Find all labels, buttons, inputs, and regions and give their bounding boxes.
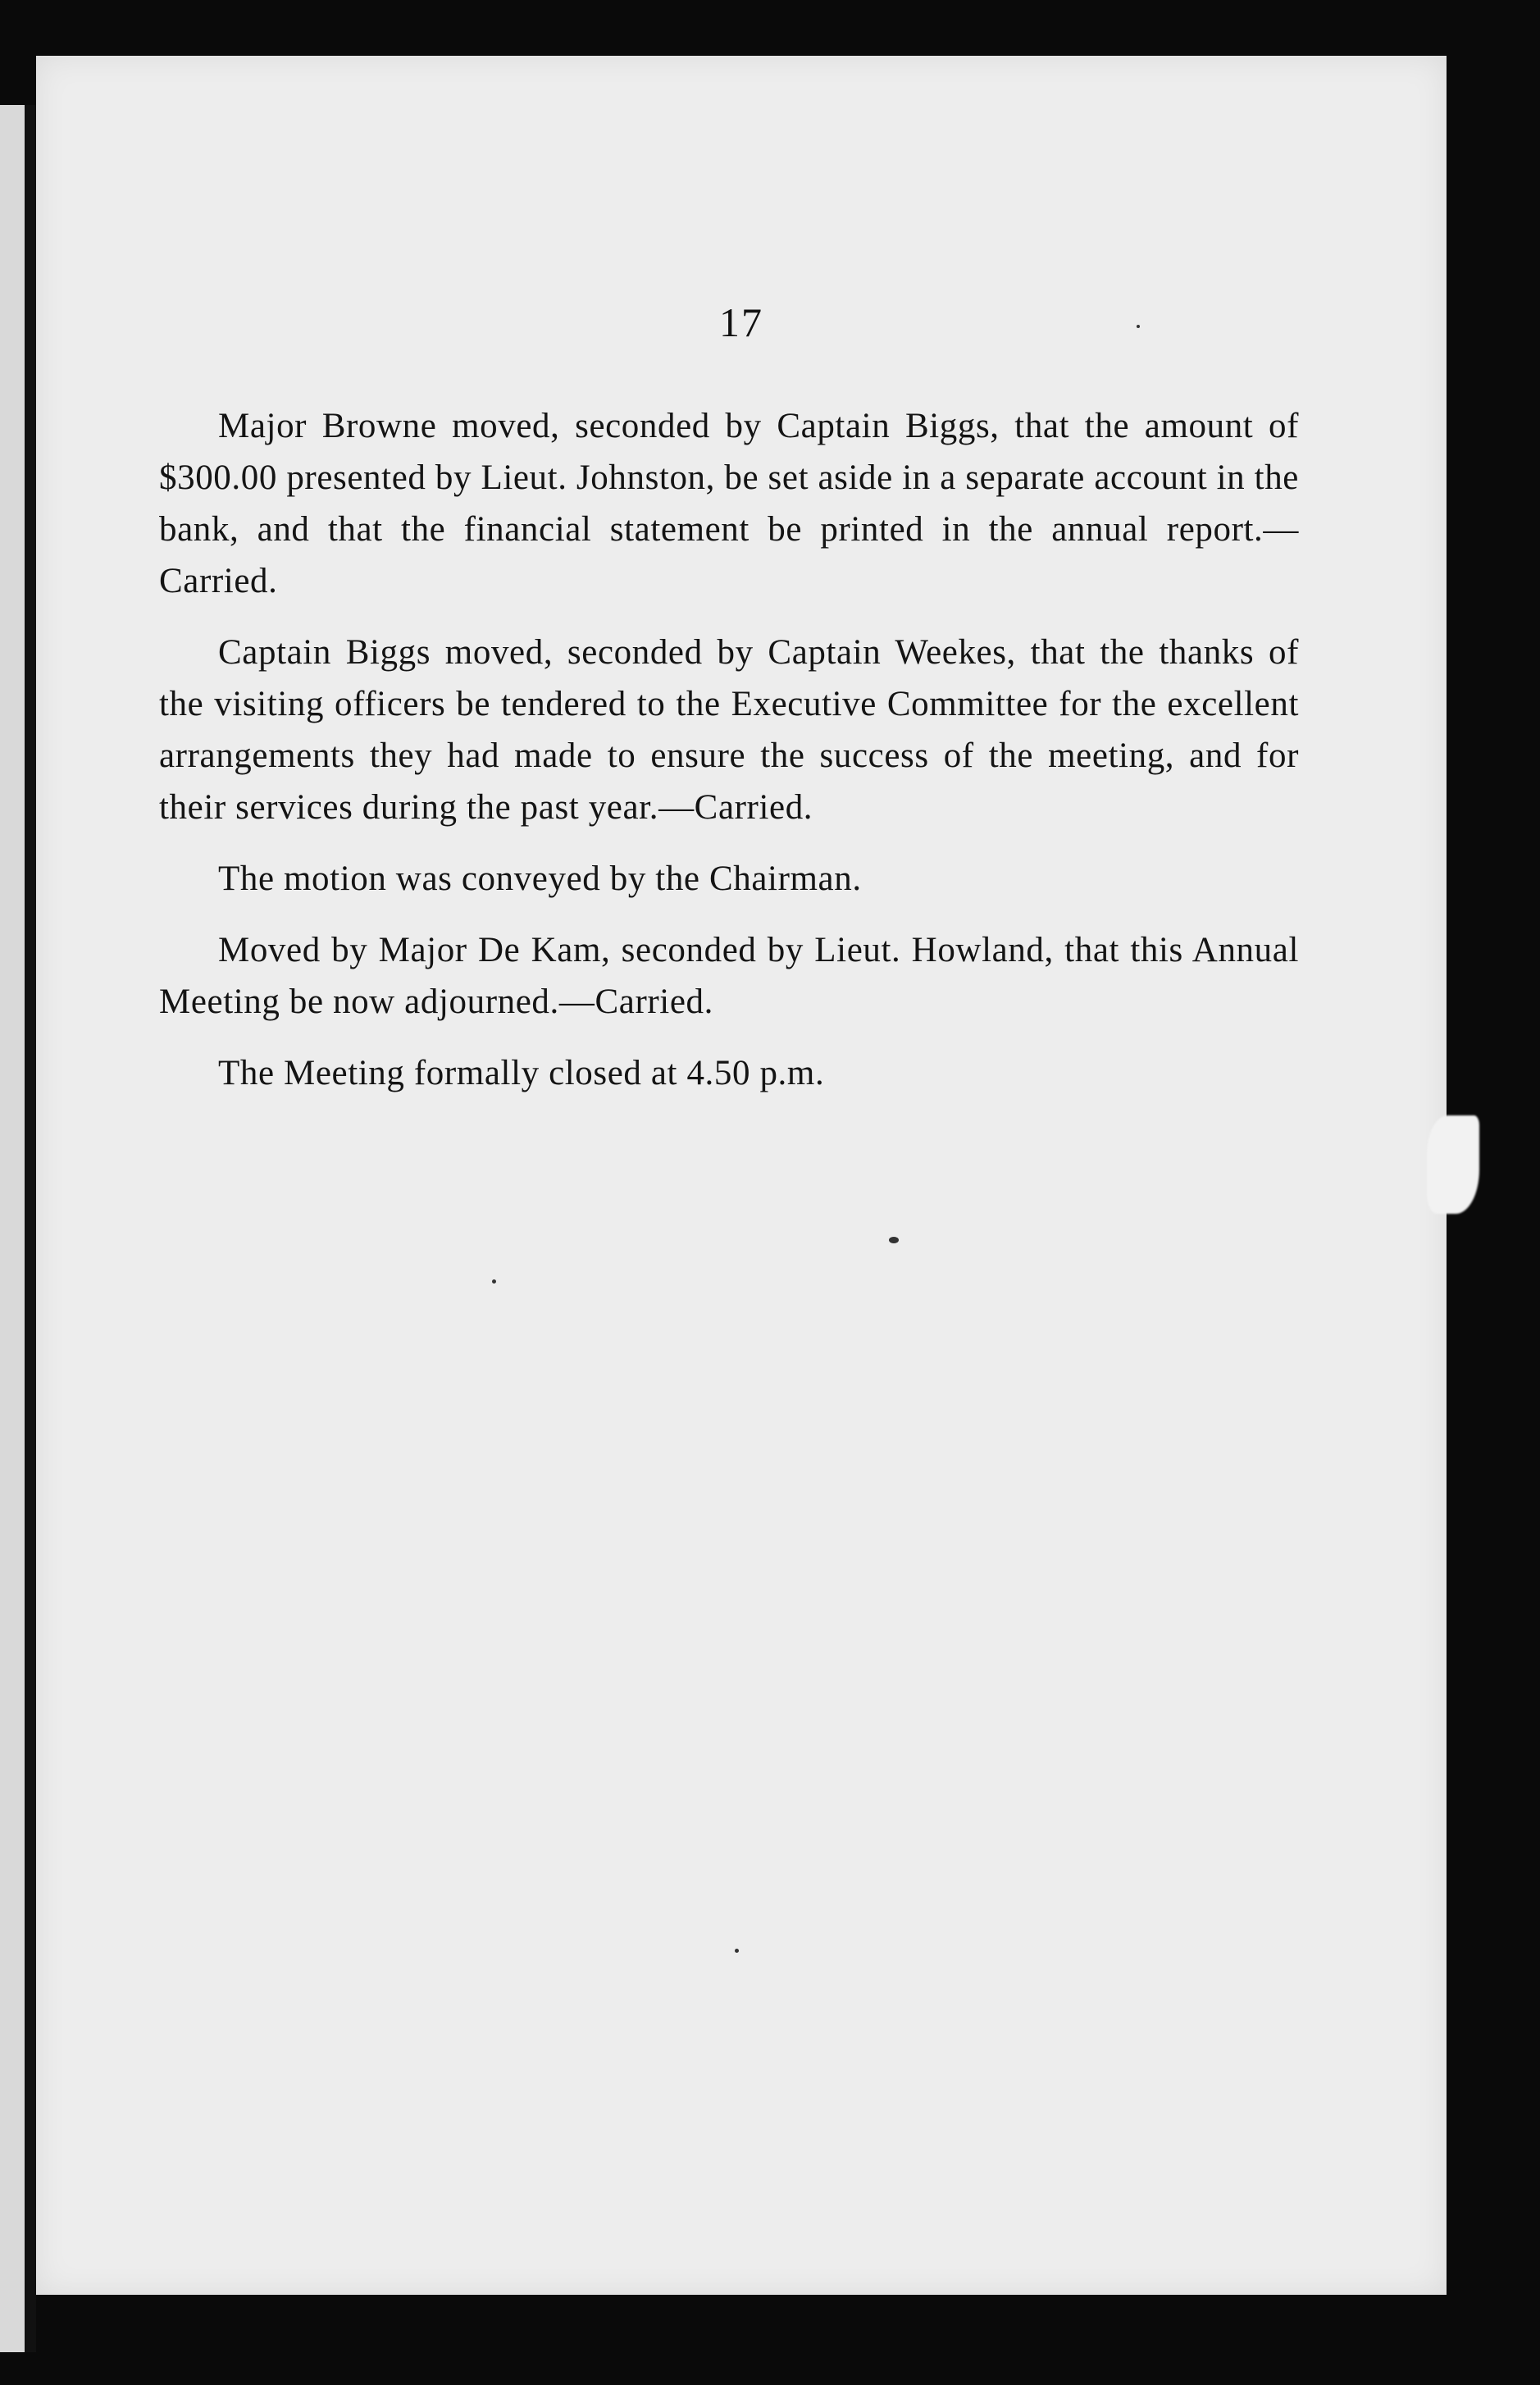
- print-speck: [889, 1237, 899, 1243]
- print-speck: [735, 1949, 739, 1953]
- print-speck: [1137, 325, 1140, 328]
- paragraph-4: Moved by Major De Kam, seconded by Lieut. Howland, that this Annual Meeting be now adjourned.—Carried.: [159, 931, 1299, 1021]
- paper-tear: [1427, 1115, 1479, 1214]
- paragraph-1: Major Browne moved, seconded by Captain Biggs, that the amount of $300.00 presented by Lieut. Johnston, be set aside in a separate account in the bank, and that the financial statement be printed in the annual report.—Carried.: [159, 407, 1299, 600]
- page-number: 17: [719, 299, 763, 345]
- paragraph-3: The motion was conveyed by the Chairman.: [218, 860, 862, 898]
- left-page-edge: [0, 105, 25, 2352]
- document-page: [36, 56, 1447, 2295]
- paragraph-2: Captain Biggs moved, seconded by Captain Weekes, that the thanks of the visiting officers be tendered to the Executive Committee for the excellent arrangements they had made to ensure the success of the meeting, and for their services during the past year.—Carried.: [159, 633, 1299, 827]
- paragraph-5: The Meeting formally closed at 4.50 p.m.: [218, 1054, 825, 1092]
- page-gutter-shadow: [25, 105, 36, 2352]
- body-text: [159, 400, 1299, 1119]
- print-speck: [492, 1279, 496, 1284]
